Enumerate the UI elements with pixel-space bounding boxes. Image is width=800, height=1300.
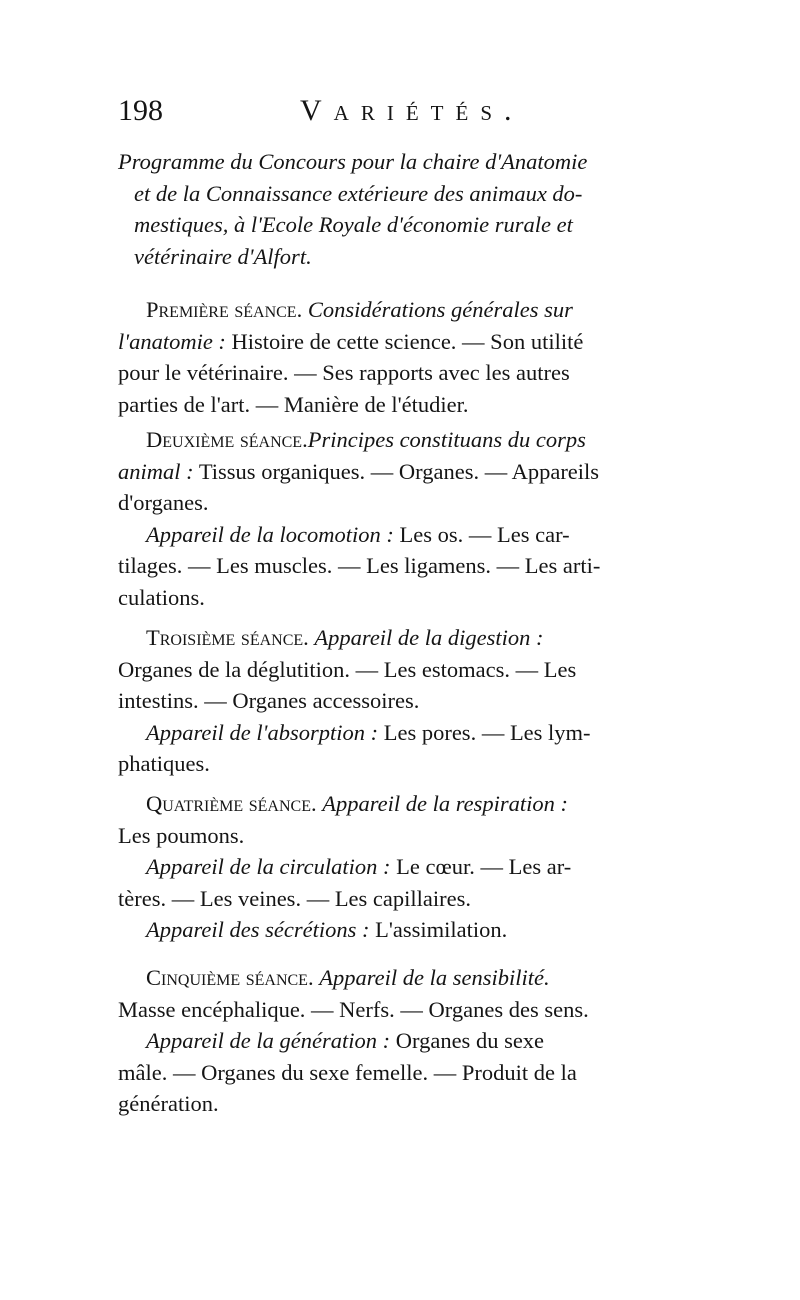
session-subject: animal :	[118, 458, 194, 484]
title-line: vétérinaire d'Alfort.	[134, 243, 312, 269]
body-text: L'assimilation.	[369, 917, 508, 942]
session-subject: Appareil de la respiration :	[322, 791, 569, 816]
title-line: Programme du Concours pour la chaire d'Anatomie	[118, 149, 588, 174]
body-text: phatiques.	[118, 751, 210, 776]
session-subject: Appareil de la digestion :	[314, 625, 544, 650]
body-text: tères. — Les veines. — Les capillaires.	[118, 885, 472, 911]
section-subject: Appareil de la génération :	[146, 1028, 391, 1053]
section-subject: Appareil des sécrétions :	[146, 917, 370, 942]
session-subject: Appareil de la sensibilité.	[319, 965, 550, 990]
session-subject: Considérations générales sur	[307, 297, 573, 322]
session-4	[118, 788, 678, 946]
body-text: tilages. — Les muscles. — Les ligamens. — Les arti-	[118, 553, 601, 578]
body-text: Masse encéphalique. — Nerfs. — Organes des sens.	[118, 996, 589, 1022]
session-3	[118, 622, 678, 780]
title-line: mestiques, à l'Ecole Royale d'économie rurale et	[134, 212, 573, 237]
body-text: culations.	[118, 584, 205, 610]
session-heading: Cinquième séance.	[146, 965, 314, 990]
session-subject: Principes constituans du corps	[307, 427, 586, 452]
body-text: Histoire de cette science. — Son utilité	[225, 328, 584, 354]
body-text: Les os. — Les car-	[393, 521, 570, 547]
section-subject: Appareil de la locomotion :	[146, 521, 394, 547]
body-text: mâle. — Organes du sexe femelle. — Produit de la	[118, 1059, 577, 1085]
session-2	[118, 424, 678, 613]
running-title: Variétés.	[300, 94, 524, 127]
section-subject: Appareil de la circulation :	[146, 854, 391, 879]
section-subject: Appareil de l'absorption :	[146, 719, 379, 745]
body-text: pour le vétérinaire. — Ses rapports avec les autres	[118, 360, 570, 385]
page-header	[118, 94, 678, 134]
session-heading: Troisième séance.	[146, 625, 309, 650]
body-text: Les pores. — Les lym-	[378, 719, 591, 745]
body-text: Les poumons.	[118, 822, 245, 848]
session-heading: Deuxième séance.	[146, 427, 308, 452]
title-line: et de la Connaissance extérieure des animaux do-	[134, 180, 583, 206]
body-text: génération.	[118, 1091, 219, 1116]
body-text: d'organes.	[118, 490, 209, 515]
session-heading: Première séance.	[146, 297, 303, 322]
page-number: 198	[118, 94, 163, 127]
programme-title	[118, 146, 678, 272]
body-text: Organes du sexe	[390, 1028, 545, 1053]
body-text: Tissus organiques. — Organes. — Appareils	[193, 458, 600, 484]
session-subject: l'anatomie :	[118, 328, 226, 354]
body-text: Organes de la déglutition. — Les estomacs. — Les	[118, 656, 577, 682]
session-1	[118, 294, 678, 420]
body-text: parties de l'art. — Manière de l'étudier.	[118, 391, 469, 417]
body-text: intestins. — Organes accessoires.	[118, 688, 420, 713]
session-heading: Quatrième séance.	[146, 791, 317, 816]
session-5	[118, 962, 678, 1120]
body-text: Le cœur. — Les ar-	[390, 854, 572, 879]
